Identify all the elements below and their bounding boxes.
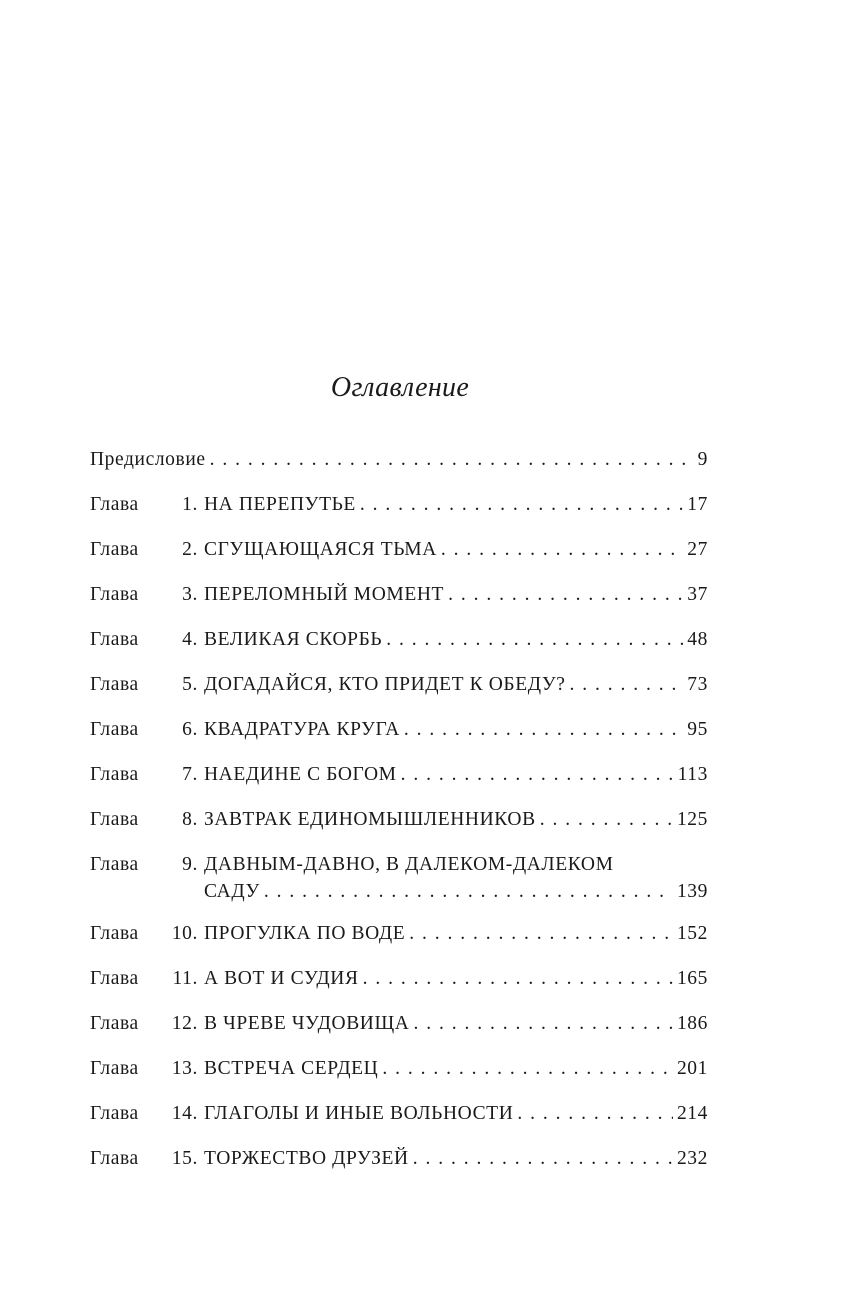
page-number: 27: [687, 539, 708, 560]
dot-leader: [360, 491, 683, 518]
dot-leader: [570, 671, 684, 698]
chapter-number: 13.: [171, 1058, 198, 1079]
toc-entry-preface[interactable]: [90, 446, 708, 473]
toc-entry-chapter[interactable]: [90, 920, 708, 947]
chapter-number: 14.: [171, 1103, 198, 1124]
chapter-word: Глава: [90, 764, 139, 785]
chapter-word: Глава: [90, 539, 139, 560]
dot-leader: [413, 1145, 673, 1172]
chapter-title: А ВОТ И СУДИЯ: [204, 968, 359, 989]
chapter-word: Глава: [90, 1148, 139, 1169]
toc-entry-chapter[interactable]: [90, 1145, 708, 1172]
page-number: 73: [687, 674, 708, 695]
toc-entry-chapter[interactable]: [90, 1100, 708, 1127]
dot-leader: [401, 761, 674, 788]
chapter-number: 15.: [171, 1148, 198, 1169]
page-number: 95: [687, 719, 708, 740]
chapter-title: СГУЩАЮЩАЯСЯ ТЬМА: [204, 539, 437, 560]
toc-entry-chapter[interactable]: [90, 581, 708, 608]
chapter-title-continued: САДУ: [204, 881, 260, 902]
chapter-title: ГЛАГОЛЫ И ИНЫЕ ВОЛЬНОСТИ: [204, 1103, 514, 1124]
toc-entry-chapter[interactable]: [90, 761, 708, 788]
chapter-title: ЗАВТРАК ЕДИНОМЫШЛЕННИКОВ: [204, 809, 536, 830]
dot-leader: [404, 716, 683, 743]
toc-entry-chapter[interactable]: [90, 1010, 708, 1037]
chapter-list: [90, 491, 708, 1172]
chapter-number: 8.: [182, 809, 198, 830]
dot-leader: [540, 806, 673, 833]
dot-leader: [382, 1055, 673, 1082]
dot-leader: [386, 626, 683, 653]
dot-leader: [409, 920, 673, 947]
page-number: 9: [697, 449, 708, 470]
page-number: 48: [687, 629, 708, 650]
page-number: 152: [676, 923, 708, 944]
chapter-title: НАЕДИНЕ С БОГОМ: [204, 764, 397, 785]
chapter-word: Глава: [90, 1058, 139, 1079]
chapter-word: Глава: [90, 674, 139, 695]
toc-entry-chapter[interactable]: [90, 491, 708, 518]
chapter-word: Глава: [90, 923, 139, 944]
toc-entry-chapter[interactable]: [90, 806, 708, 833]
chapter-title: НА ПЕРЕПУТЬЕ: [204, 494, 356, 515]
toc-entry-chapter[interactable]: [90, 1055, 708, 1082]
chapter-number: 12.: [171, 1013, 198, 1034]
chapter-title: ДАВНЫМ-ДАВНО, В ДАЛЕКОМ-ДАЛЕКОМ: [204, 854, 614, 875]
toc-entry-chapter[interactable]: [90, 626, 708, 653]
chapter-number: 1.: [182, 494, 198, 515]
dot-leader: [264, 878, 673, 905]
chapter-number: 9.: [182, 854, 198, 875]
page-number: 232: [676, 1148, 708, 1169]
toc-title: Оглавление: [330, 372, 470, 403]
chapter-word: Глава: [90, 629, 139, 650]
page-number: 17: [687, 494, 708, 515]
page-number: 214: [676, 1103, 708, 1124]
page-number: 139: [676, 881, 708, 902]
toc-entry-chapter[interactable]: [90, 851, 708, 905]
chapter-word: Глава: [90, 719, 139, 740]
page-number: 201: [676, 1058, 708, 1079]
chapter-number: 3.: [182, 584, 198, 605]
chapter-word: Глава: [90, 494, 139, 515]
page-number: 37: [687, 584, 708, 605]
chapter-title: ДОГАДАЙСЯ, КТО ПРИДЕТ К ОБЕДУ?: [204, 674, 566, 695]
chapter-number: 4.: [182, 629, 198, 650]
chapter-title: ВСТРЕЧА СЕРДЕЦ: [204, 1058, 379, 1079]
page-number: 125: [676, 809, 708, 830]
table-of-contents: [90, 446, 708, 1190]
chapter-word: Глава: [90, 854, 139, 875]
dot-leader: [441, 536, 683, 563]
chapter-title: КВАДРАТУРА КРУГА: [204, 719, 400, 740]
chapter-number: 2.: [182, 539, 198, 560]
chapter-word: Глава: [90, 1103, 139, 1124]
chapter-word: Глава: [90, 809, 139, 830]
chapter-title: В ЧРЕВЕ ЧУДОВИЩА: [204, 1013, 410, 1034]
chapter-title: ПЕРЕЛОМНЫЙ МОМЕНТ: [204, 584, 445, 605]
dot-leader: [363, 965, 673, 992]
chapter-number: 7.: [182, 764, 198, 785]
chapter-word: Глава: [90, 1013, 139, 1034]
toc-entry-chapter[interactable]: [90, 671, 708, 698]
chapter-number: 6.: [182, 719, 198, 740]
chapter-title: ВЕЛИКАЯ СКОРБЬ: [204, 629, 383, 650]
chapter-number: 11.: [172, 968, 198, 989]
page-number: 165: [676, 968, 708, 989]
toc-entry-chapter[interactable]: [90, 716, 708, 743]
chapter-number: 5.: [182, 674, 198, 695]
page-number: 186: [676, 1013, 708, 1034]
preface-label: Предисловие: [90, 449, 206, 470]
toc-entry-chapter[interactable]: [90, 536, 708, 563]
chapter-word: Глава: [90, 584, 139, 605]
dot-leader: [448, 581, 683, 608]
dot-leader: [413, 1010, 672, 1037]
dot-leader: [517, 1100, 673, 1127]
chapter-word: Глава: [90, 968, 139, 989]
chapter-title: ТОРЖЕСТВО ДРУЗЕЙ: [204, 1148, 409, 1169]
dot-leader: [210, 446, 694, 473]
chapter-number: 10.: [171, 923, 198, 944]
toc-entry-chapter[interactable]: [90, 965, 708, 992]
page-number: 113: [677, 764, 708, 785]
chapter-title: ПРОГУЛКА ПО ВОДЕ: [204, 923, 406, 944]
